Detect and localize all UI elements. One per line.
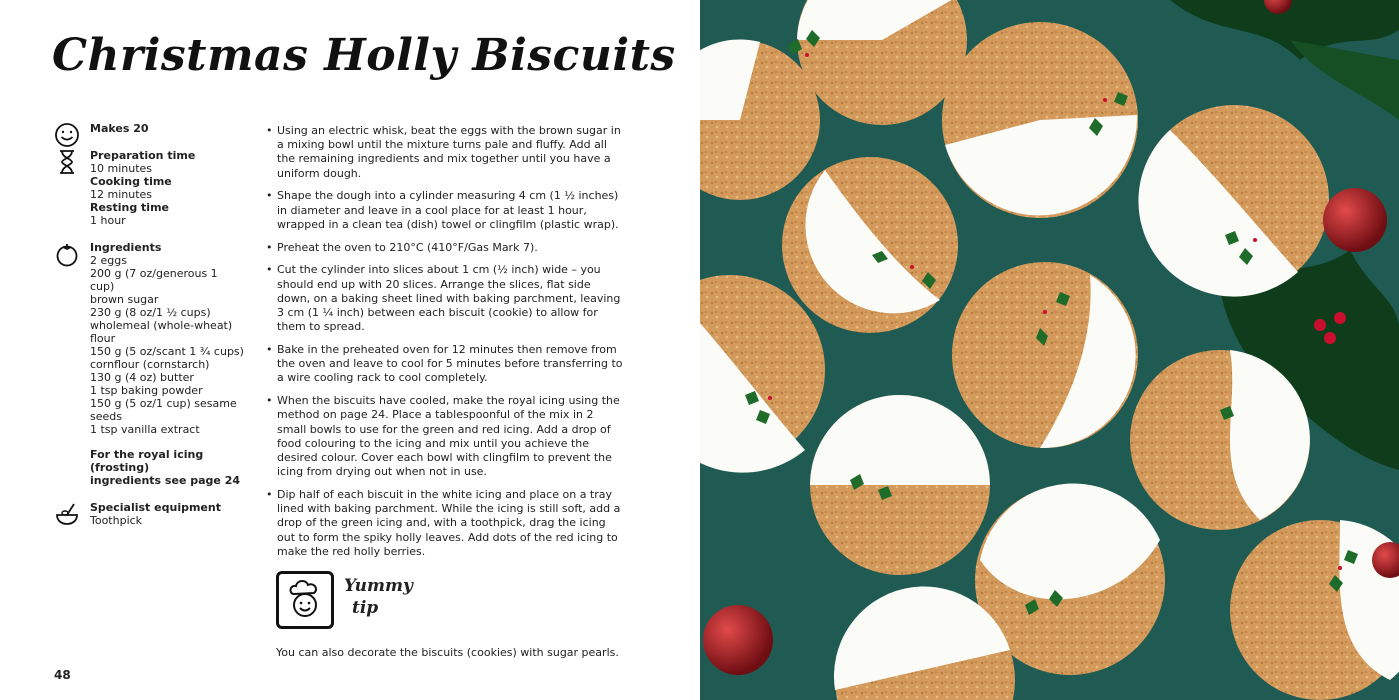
ingredients-block (54, 241, 244, 487)
page-number: 48 (54, 668, 71, 682)
royal-icing-line-1: For the royal icing (frosting) (90, 448, 204, 474)
ingredient-item: 150 g (5 oz/scant 1 ¾ cups) (90, 345, 244, 358)
recipe-meta (54, 122, 244, 541)
makes-block (54, 122, 244, 135)
prep-time-value: 10 minutes (90, 162, 153, 175)
cook-time-value: 12 minutes (90, 188, 153, 201)
yummy-tip (276, 571, 636, 661)
tip-label-line-1: Yummy (344, 576, 413, 596)
ingredient-item: seeds (90, 410, 122, 423)
makes-label: Makes 20 (90, 122, 149, 135)
recipe-title: Christmas Holly Biscuits (52, 30, 676, 81)
method-step: • Dip half of each biscuit in the white icing and place on a tray lined with baking parchment. While the icing is still soft, add a drop of the green icing and, with a toothpick, drag the icing out to form the spiky holly leaves. Add dots of the red icing to make the red holly berries. (266, 488, 626, 559)
royal-icing-line-2: ingredients see page 24 (90, 474, 240, 487)
method-steps (266, 124, 626, 568)
hourglass-icon (54, 149, 80, 175)
ingredients-label: Ingredients (90, 241, 162, 254)
method-step: • Shape the dough into a cylinder measuring 4 cm (1 ½ inches) in diameter and leave in a cool place for at least 1 hour, wrapped in a clean tea (dish) towel or clingfilm (plastic wrap). (266, 189, 626, 232)
rest-time-label: Resting time (90, 201, 169, 214)
rest-time-value: 1 hour (90, 214, 126, 227)
cook-time-label: Cooking time (90, 175, 172, 188)
bowl-whisk-icon (54, 501, 80, 527)
biscuits-photo (700, 0, 1399, 700)
ingredient-item: brown sugar (90, 293, 159, 306)
equipment-block (54, 501, 244, 527)
tip-text: You can also decorate the biscuits (cookies) with sugar pearls. (276, 646, 619, 659)
ingredient-item: cornflour (cornstarch) (90, 358, 210, 371)
ingredient-item: 1 tsp baking powder (90, 384, 203, 397)
time-block (54, 149, 244, 227)
ingredient-item: 130 g (4 oz) butter (90, 371, 194, 384)
ingredient-item: wholemeal (whole-wheat) (90, 319, 233, 332)
ingredient-item: 1 tsp vanilla extract (90, 423, 200, 436)
right-page-photo (700, 0, 1399, 700)
method-step: • Using an electric whisk, beat the eggs with the brown sugar in a mixing bowl until the mixture turns pale and fluffy. Add all the remaining ingredients and mix together until you have a uniform dough. (266, 124, 626, 181)
method-step: • Cut the cylinder into slices about 1 cm (½ inch) wide – you should end up with 20 slices. Arrange the slices, flat side down, on a baking sheet lined with baking parchment, leaving 3 cm (1 ¼ inch) between each biscuit (cookie) to allow for them to spread. (266, 263, 626, 334)
tip-icon-box (276, 571, 334, 629)
ingredient-item: 2 eggs (90, 254, 127, 267)
tomato-icon (54, 241, 80, 267)
ingredient-item: 150 g (5 oz/1 cup) sesame (90, 397, 237, 410)
ingredient-item: flour (90, 332, 116, 345)
chef-icon (279, 574, 331, 626)
ingredient-item: 200 g (7 oz/generous 1 cup) (90, 267, 218, 293)
prep-time-label: Preparation time (90, 149, 196, 162)
equipment-label: Specialist equipment (90, 501, 221, 514)
royal-icing-note (90, 448, 244, 487)
equipment-value: Toothpick (90, 514, 143, 527)
tip-label (344, 575, 434, 619)
method-step: • When the biscuits have cooled, make the royal icing using the method on page 24. Place a tablespoonful of the mix in 2 small bowls to use for the green and red icing. Add a drop of food colouring to the icing and mix until you achieve the desired colour. Cover each bowl with clingfilm to prevent the icing from drying out when not in use. (266, 394, 626, 479)
method-step: • Preheat the oven to 210°C (410°F/Gas Mark 7). (266, 241, 626, 255)
method-step: • Bake in the preheated oven for 12 minutes then remove from the oven and leave to cool for 5 minutes before transferring to a wire cooling rack to cool completely. (266, 343, 626, 386)
ingredient-item: 230 g (8 oz/1 ½ cups) (90, 306, 211, 319)
tip-label-line-2: tip (352, 598, 379, 618)
smiley-icon (54, 122, 80, 148)
